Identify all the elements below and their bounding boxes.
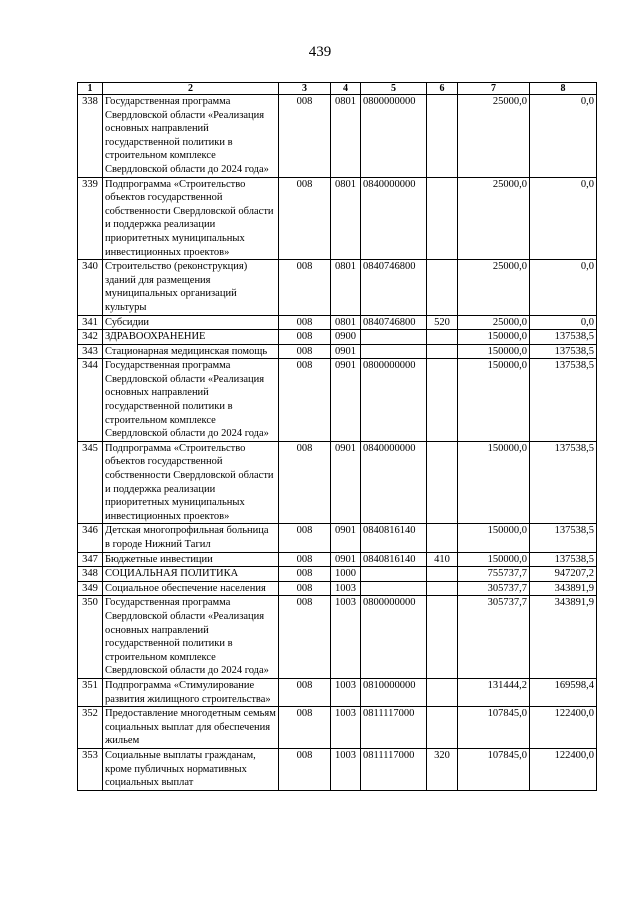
- amount-col-7: 305737,7: [458, 596, 530, 679]
- header-col-1: 1: [78, 83, 103, 95]
- admin-code: 008: [279, 177, 331, 260]
- target-article-code: 0810000000: [361, 678, 427, 706]
- amount-col-8: 947207,2: [530, 567, 597, 582]
- row-name: Государственная программа Свердловской области «Реализация основных направлений государственной политики в строительном комплексе Свердловской области до 2024 года»: [103, 596, 279, 679]
- row-name: Социальные выплаты гражданам, кроме публичных нормативных социальных выплат: [103, 748, 279, 790]
- admin-code: 008: [279, 524, 331, 552]
- row-name: ЗДРАВООХРАНЕНИЕ: [103, 330, 279, 345]
- table-row: [78, 344, 597, 359]
- section-code: 0801: [331, 260, 361, 315]
- amount-col-8: 0,0: [530, 95, 597, 178]
- row-number: 353: [78, 748, 103, 790]
- expense-type-code: [427, 707, 458, 749]
- amount-col-8: 122400,0: [530, 707, 597, 749]
- header-col-4: 4: [331, 83, 361, 95]
- row-number: 347: [78, 552, 103, 567]
- header-col-8: 8: [530, 83, 597, 95]
- amount-col-7: 305737,7: [458, 581, 530, 596]
- section-code: 0801: [331, 95, 361, 178]
- table-row: [78, 177, 597, 260]
- admin-code: 008: [279, 441, 331, 524]
- row-number: 338: [78, 95, 103, 178]
- target-article-code: [361, 567, 427, 582]
- row-number: 345: [78, 441, 103, 524]
- table-row: [78, 748, 597, 790]
- admin-code: 008: [279, 260, 331, 315]
- row-name: Подпрограмма «Стимулирование развития жилищного строительства»: [103, 678, 279, 706]
- row-number: 350: [78, 596, 103, 679]
- header-col-7: 7: [458, 83, 530, 95]
- section-code: 0801: [331, 315, 361, 330]
- admin-code: 008: [279, 596, 331, 679]
- expense-type-code: [427, 441, 458, 524]
- expense-type-code: 520: [427, 315, 458, 330]
- admin-code: 008: [279, 315, 331, 330]
- expense-type-code: [427, 581, 458, 596]
- amount-col-7: 107845,0: [458, 707, 530, 749]
- row-number: 344: [78, 359, 103, 442]
- table-row: [78, 552, 597, 567]
- amount-col-7: 25000,0: [458, 315, 530, 330]
- section-code: 1003: [331, 748, 361, 790]
- row-name: Государственная программа Свердловской области «Реализация основных направлений государственной политики в строительном комплексе Свердловской области до 2024 года»: [103, 95, 279, 178]
- row-name: Строительство (реконструкция) зданий для размещения муниципальных организаций культуры: [103, 260, 279, 315]
- amount-col-8: 0,0: [530, 315, 597, 330]
- expense-type-code: [427, 260, 458, 315]
- amount-col-8: 137538,5: [530, 359, 597, 442]
- row-number: 341: [78, 315, 103, 330]
- section-code: 0801: [331, 177, 361, 260]
- amount-col-7: 150000,0: [458, 524, 530, 552]
- amount-col-8: 0,0: [530, 260, 597, 315]
- section-code: 1003: [331, 678, 361, 706]
- amount-col-7: 25000,0: [458, 95, 530, 178]
- row-name: Стационарная медицинская помощь: [103, 344, 279, 359]
- budget-table: [77, 82, 597, 791]
- target-article-code: 0811117000: [361, 707, 427, 749]
- row-number: 352: [78, 707, 103, 749]
- table-row: [78, 359, 597, 442]
- table-row: [78, 524, 597, 552]
- table-row: [78, 678, 597, 706]
- header-row: [78, 83, 597, 95]
- admin-code: 008: [279, 567, 331, 582]
- expense-type-code: [427, 524, 458, 552]
- expense-type-code: [427, 330, 458, 345]
- amount-col-7: 131444,2: [458, 678, 530, 706]
- row-number: 343: [78, 344, 103, 359]
- row-number: 351: [78, 678, 103, 706]
- table-row: [78, 441, 597, 524]
- target-article-code: 0840746800: [361, 315, 427, 330]
- row-name: Подпрограмма «Строительство объектов государственной собственности Свердловской области и поддержка реализации приоритетных муниципальных инвестиционных проектов»: [103, 177, 279, 260]
- admin-code: 008: [279, 707, 331, 749]
- amount-col-7: 150000,0: [458, 552, 530, 567]
- amount-col-8: 343891,9: [530, 581, 597, 596]
- amount-col-7: 150000,0: [458, 344, 530, 359]
- row-number: 348: [78, 567, 103, 582]
- table-row: [78, 581, 597, 596]
- admin-code: 008: [279, 581, 331, 596]
- section-code: 0900: [331, 330, 361, 345]
- admin-code: 008: [279, 678, 331, 706]
- row-number: 339: [78, 177, 103, 260]
- amount-col-8: 137538,5: [530, 344, 597, 359]
- amount-col-7: 25000,0: [458, 177, 530, 260]
- admin-code: 008: [279, 95, 331, 178]
- expense-type-code: [427, 177, 458, 260]
- row-number: 340: [78, 260, 103, 315]
- amount-col-7: 150000,0: [458, 441, 530, 524]
- row-name: Предоставление многодетным семьям социальных выплат для обеспечения жильем: [103, 707, 279, 749]
- target-article-code: 0840746800: [361, 260, 427, 315]
- table-row: [78, 315, 597, 330]
- amount-col-8: 137538,5: [530, 441, 597, 524]
- expense-type-code: [427, 344, 458, 359]
- expense-type-code: [427, 359, 458, 442]
- row-name: СОЦИАЛЬНАЯ ПОЛИТИКА: [103, 567, 279, 582]
- section-code: 1003: [331, 596, 361, 679]
- row-name: Государственная программа Свердловской области «Реализация основных направлений государственной политики в строительном комплексе Свердловской области до 2024 года»: [103, 359, 279, 442]
- admin-code: 008: [279, 344, 331, 359]
- target-article-code: 0840000000: [361, 177, 427, 260]
- expense-type-code: [427, 678, 458, 706]
- section-code: 1003: [331, 581, 361, 596]
- amount-col-7: 107845,0: [458, 748, 530, 790]
- amount-col-8: 343891,9: [530, 596, 597, 679]
- expense-type-code: [427, 596, 458, 679]
- expense-type-code: 320: [427, 748, 458, 790]
- target-article-code: 0800000000: [361, 596, 427, 679]
- table-row: [78, 596, 597, 679]
- header-col-3: 3: [279, 83, 331, 95]
- amount-col-7: 150000,0: [458, 330, 530, 345]
- table-row: [78, 95, 597, 178]
- table-row: [78, 567, 597, 582]
- amount-col-7: 150000,0: [458, 359, 530, 442]
- section-code: 0901: [331, 441, 361, 524]
- target-article-code: [361, 330, 427, 345]
- amount-col-8: 122400,0: [530, 748, 597, 790]
- amount-col-8: 137538,5: [530, 330, 597, 345]
- target-article-code: [361, 581, 427, 596]
- header-col-2: 2: [103, 83, 279, 95]
- amount-col-8: 137538,5: [530, 524, 597, 552]
- target-article-code: 0840816140: [361, 552, 427, 567]
- admin-code: 008: [279, 359, 331, 442]
- row-name: Детская многопрофильная больница в городе Нижний Тагил: [103, 524, 279, 552]
- target-article-code: 0811117000: [361, 748, 427, 790]
- expense-type-code: [427, 567, 458, 582]
- admin-code: 008: [279, 330, 331, 345]
- expense-type-code: [427, 95, 458, 178]
- target-article-code: [361, 344, 427, 359]
- row-number: 346: [78, 524, 103, 552]
- amount-col-8: 137538,5: [530, 552, 597, 567]
- amount-col-7: 25000,0: [458, 260, 530, 315]
- page-number: 439: [308, 44, 332, 60]
- section-code: 0901: [331, 552, 361, 567]
- amount-col-8: 0,0: [530, 177, 597, 260]
- row-name: Субсидии: [103, 315, 279, 330]
- admin-code: 008: [279, 748, 331, 790]
- row-number: 342: [78, 330, 103, 345]
- row-name: Бюджетные инвестиции: [103, 552, 279, 567]
- target-article-code: 0800000000: [361, 359, 427, 442]
- table-row: [78, 260, 597, 315]
- section-code: 0901: [331, 344, 361, 359]
- admin-code: 008: [279, 552, 331, 567]
- header-col-5: 5: [361, 83, 427, 95]
- target-article-code: 0840000000: [361, 441, 427, 524]
- amount-col-8: 169598,4: [530, 678, 597, 706]
- table-row: [78, 330, 597, 345]
- row-number: 349: [78, 581, 103, 596]
- section-code: 1000: [331, 567, 361, 582]
- section-code: 0901: [331, 359, 361, 442]
- amount-col-7: 755737,7: [458, 567, 530, 582]
- row-name: Социальное обеспечение населения: [103, 581, 279, 596]
- section-code: 0901: [331, 524, 361, 552]
- header-col-6: 6: [427, 83, 458, 95]
- section-code: 1003: [331, 707, 361, 749]
- table-row: [78, 707, 597, 749]
- expense-type-code: 410: [427, 552, 458, 567]
- target-article-code: 0800000000: [361, 95, 427, 178]
- row-name: Подпрограмма «Строительство объектов государственной собственности Свердловской области и поддержка реализации приоритетных муниципальных инвестиционных проектов»: [103, 441, 279, 524]
- target-article-code: 0840816140: [361, 524, 427, 552]
